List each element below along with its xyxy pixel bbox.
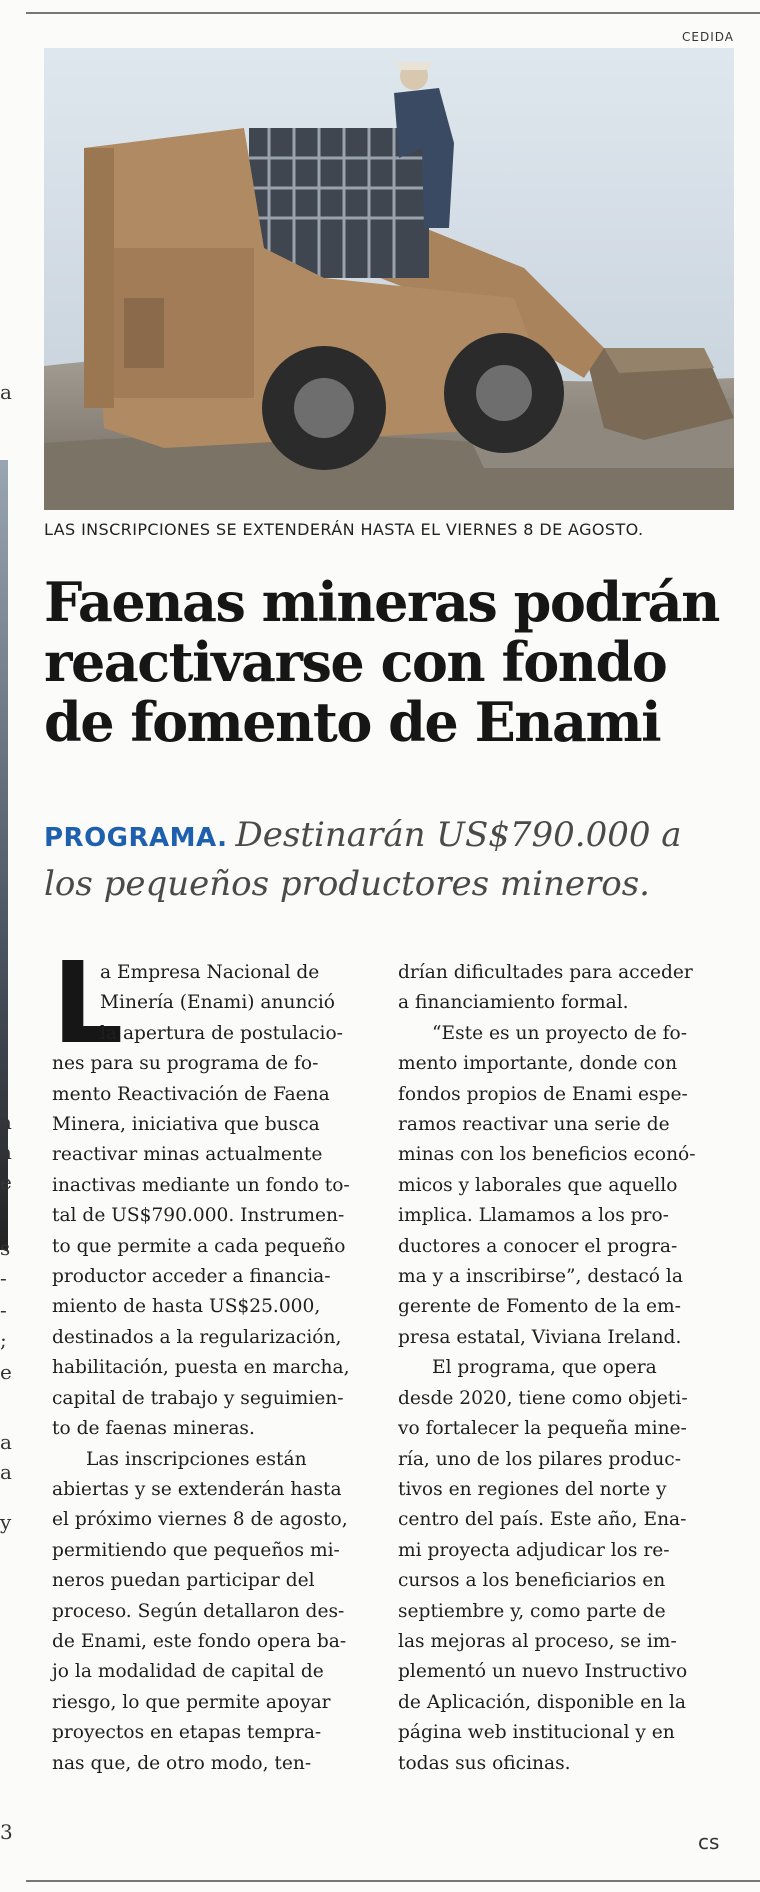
body-line: neros puedan participar del bbox=[52, 1570, 315, 1592]
body-line: de Aplicación, disponible en la bbox=[398, 1691, 686, 1713]
body-line: tal de US$790.000. Instrumen- bbox=[52, 1205, 345, 1227]
fragment-letter: e bbox=[0, 1360, 12, 1384]
fragment-letter: - bbox=[0, 1266, 7, 1290]
body-line: mi proyecta adjudicar los re- bbox=[398, 1539, 670, 1561]
skid-steer-loader-illustration bbox=[44, 48, 734, 510]
body-line: tivos en regiones del norte y bbox=[398, 1478, 667, 1500]
fragment-letter: a bbox=[0, 1460, 12, 1484]
body-line: Las inscripciones están bbox=[86, 1448, 307, 1470]
photo-caption: LAS INSCRIPCIONES SE EXTENDERÁN HASTA EL VIERNES 8 DE AGOSTO. bbox=[44, 520, 644, 539]
body-line: to que permite a cada pequeño bbox=[52, 1235, 346, 1257]
headline-line: de fomento de Enami bbox=[44, 690, 661, 754]
body-line: habilitación, puesta en marcha, bbox=[52, 1357, 350, 1379]
body-line: página web institucional y en bbox=[398, 1722, 675, 1744]
bottom-rule bbox=[26, 1880, 760, 1882]
body-line: de Enami, este fondo opera ba- bbox=[52, 1630, 347, 1652]
fragment-letter: y bbox=[0, 1510, 12, 1534]
fragment-letter: e bbox=[0, 1170, 12, 1194]
body-line: drían dificultades para acceder bbox=[398, 962, 693, 983]
body-line: capital de trabajo y seguimien- bbox=[52, 1387, 344, 1409]
body-line: las mejoras al proceso, se im- bbox=[398, 1630, 677, 1652]
body-line: vo fortalecer la pequeña mine- bbox=[398, 1418, 687, 1440]
body-line: mento importante, donde con bbox=[398, 1053, 678, 1075]
body-line: todas sus oficinas. bbox=[398, 1752, 571, 1774]
deck-line: Destinarán US$790.000 a bbox=[235, 815, 682, 855]
body-line: presa estatal, Viviana Ireland. bbox=[398, 1326, 682, 1348]
body-line: septiembre y, como parte de bbox=[398, 1600, 666, 1622]
fragment-letter: ; bbox=[0, 1328, 7, 1352]
kicker: PROGRAMA. bbox=[44, 823, 228, 853]
headline-line: reactivarse con fondo bbox=[44, 630, 667, 694]
fragment-letter: 3 bbox=[0, 1820, 13, 1844]
body-line: ma y a inscribirse”, destacó la bbox=[398, 1266, 683, 1288]
body-line: a Empresa Nacional de bbox=[100, 962, 320, 983]
body-line: mento Reactivación de Faena bbox=[52, 1083, 330, 1105]
article-photo bbox=[44, 48, 734, 510]
body-line: permitiendo que pequeños mi- bbox=[52, 1539, 340, 1561]
body-line: productor acceder a financia- bbox=[52, 1266, 331, 1288]
body-line: Minería (Enami) anunció bbox=[100, 992, 335, 1014]
body-line: miento de hasta US$25.000, bbox=[52, 1296, 321, 1318]
deck bbox=[44, 812, 734, 907]
fragment-letter: a bbox=[0, 1140, 12, 1164]
body-line: implica. Llamamos a los pro- bbox=[398, 1205, 669, 1227]
body-line: reactivar minas actualmente bbox=[52, 1144, 323, 1166]
body-line: proyectos en etapas tempra- bbox=[52, 1722, 322, 1744]
body-line: abiertas y se extenderán hasta bbox=[52, 1478, 342, 1500]
body-line: inactivas mediante un fondo to- bbox=[52, 1174, 350, 1196]
body-line: plementó un nuevo Instructivo bbox=[398, 1661, 688, 1683]
body-line: fondos propios de Enami espe- bbox=[398, 1083, 688, 1105]
drop-cap: L bbox=[52, 939, 124, 1069]
body-line: to de faenas mineras. bbox=[52, 1418, 255, 1440]
body-column-1 bbox=[52, 939, 368, 1779]
top-rule bbox=[26, 12, 760, 14]
body-line: Minera, iniciativa que busca bbox=[52, 1114, 320, 1136]
body-column-2 bbox=[398, 958, 734, 1779]
headline-line: Faenas mineras podrán bbox=[44, 570, 719, 634]
body-line: El programa, que opera bbox=[432, 1357, 657, 1379]
body-line: la apertura de postulacio- bbox=[100, 1022, 343, 1044]
body-line: ramos reactivar una serie de bbox=[398, 1114, 670, 1136]
fragment-letter: s bbox=[0, 1236, 11, 1260]
body-line: “Este es un proyecto de fo- bbox=[432, 1022, 687, 1044]
fragment-letter: a bbox=[0, 380, 12, 404]
photo-credit: CEDIDA bbox=[682, 30, 734, 44]
body-line: destinados a la regularización, bbox=[52, 1326, 342, 1348]
body-line: ría, uno de los pilares produc- bbox=[398, 1448, 681, 1470]
body-line: desde 2020, tiene como objeti- bbox=[398, 1387, 688, 1409]
body-line: gerente de Fomento de la em- bbox=[398, 1296, 681, 1318]
body-line: el próximo viernes 8 de agosto, bbox=[52, 1509, 348, 1531]
body-line: a financiamiento formal. bbox=[398, 992, 629, 1014]
fragment-letter: a bbox=[0, 1110, 12, 1134]
body-line: nes para su programa de fo- bbox=[52, 1053, 319, 1075]
body-line: nas que, de otro modo, ten- bbox=[52, 1752, 312, 1774]
body-line: jo la modalidad de capital de bbox=[52, 1661, 324, 1683]
body-line: riesgo, lo que permite apoyar bbox=[52, 1691, 331, 1713]
body-line: minas con los beneficios econó- bbox=[398, 1144, 696, 1166]
body-line: ductores a conocer el progra- bbox=[398, 1235, 678, 1257]
end-mark-icon: cs bbox=[698, 1830, 720, 1854]
body-line: centro del país. Este año, Ena- bbox=[398, 1509, 687, 1531]
body-line: cursos a los beneficiarios en bbox=[398, 1570, 666, 1592]
deck-line: los pequeños productores mineros. bbox=[44, 864, 650, 904]
fragment-letter: - bbox=[0, 1298, 7, 1322]
headline bbox=[44, 572, 734, 752]
body-line: micos y laborales que aquello bbox=[398, 1174, 678, 1196]
body-line: proceso. Según detallaron des- bbox=[52, 1600, 345, 1622]
fragment-letter: a bbox=[0, 1430, 12, 1454]
adjacent-column-fragment bbox=[0, 40, 13, 1870]
wheel bbox=[262, 346, 386, 470]
